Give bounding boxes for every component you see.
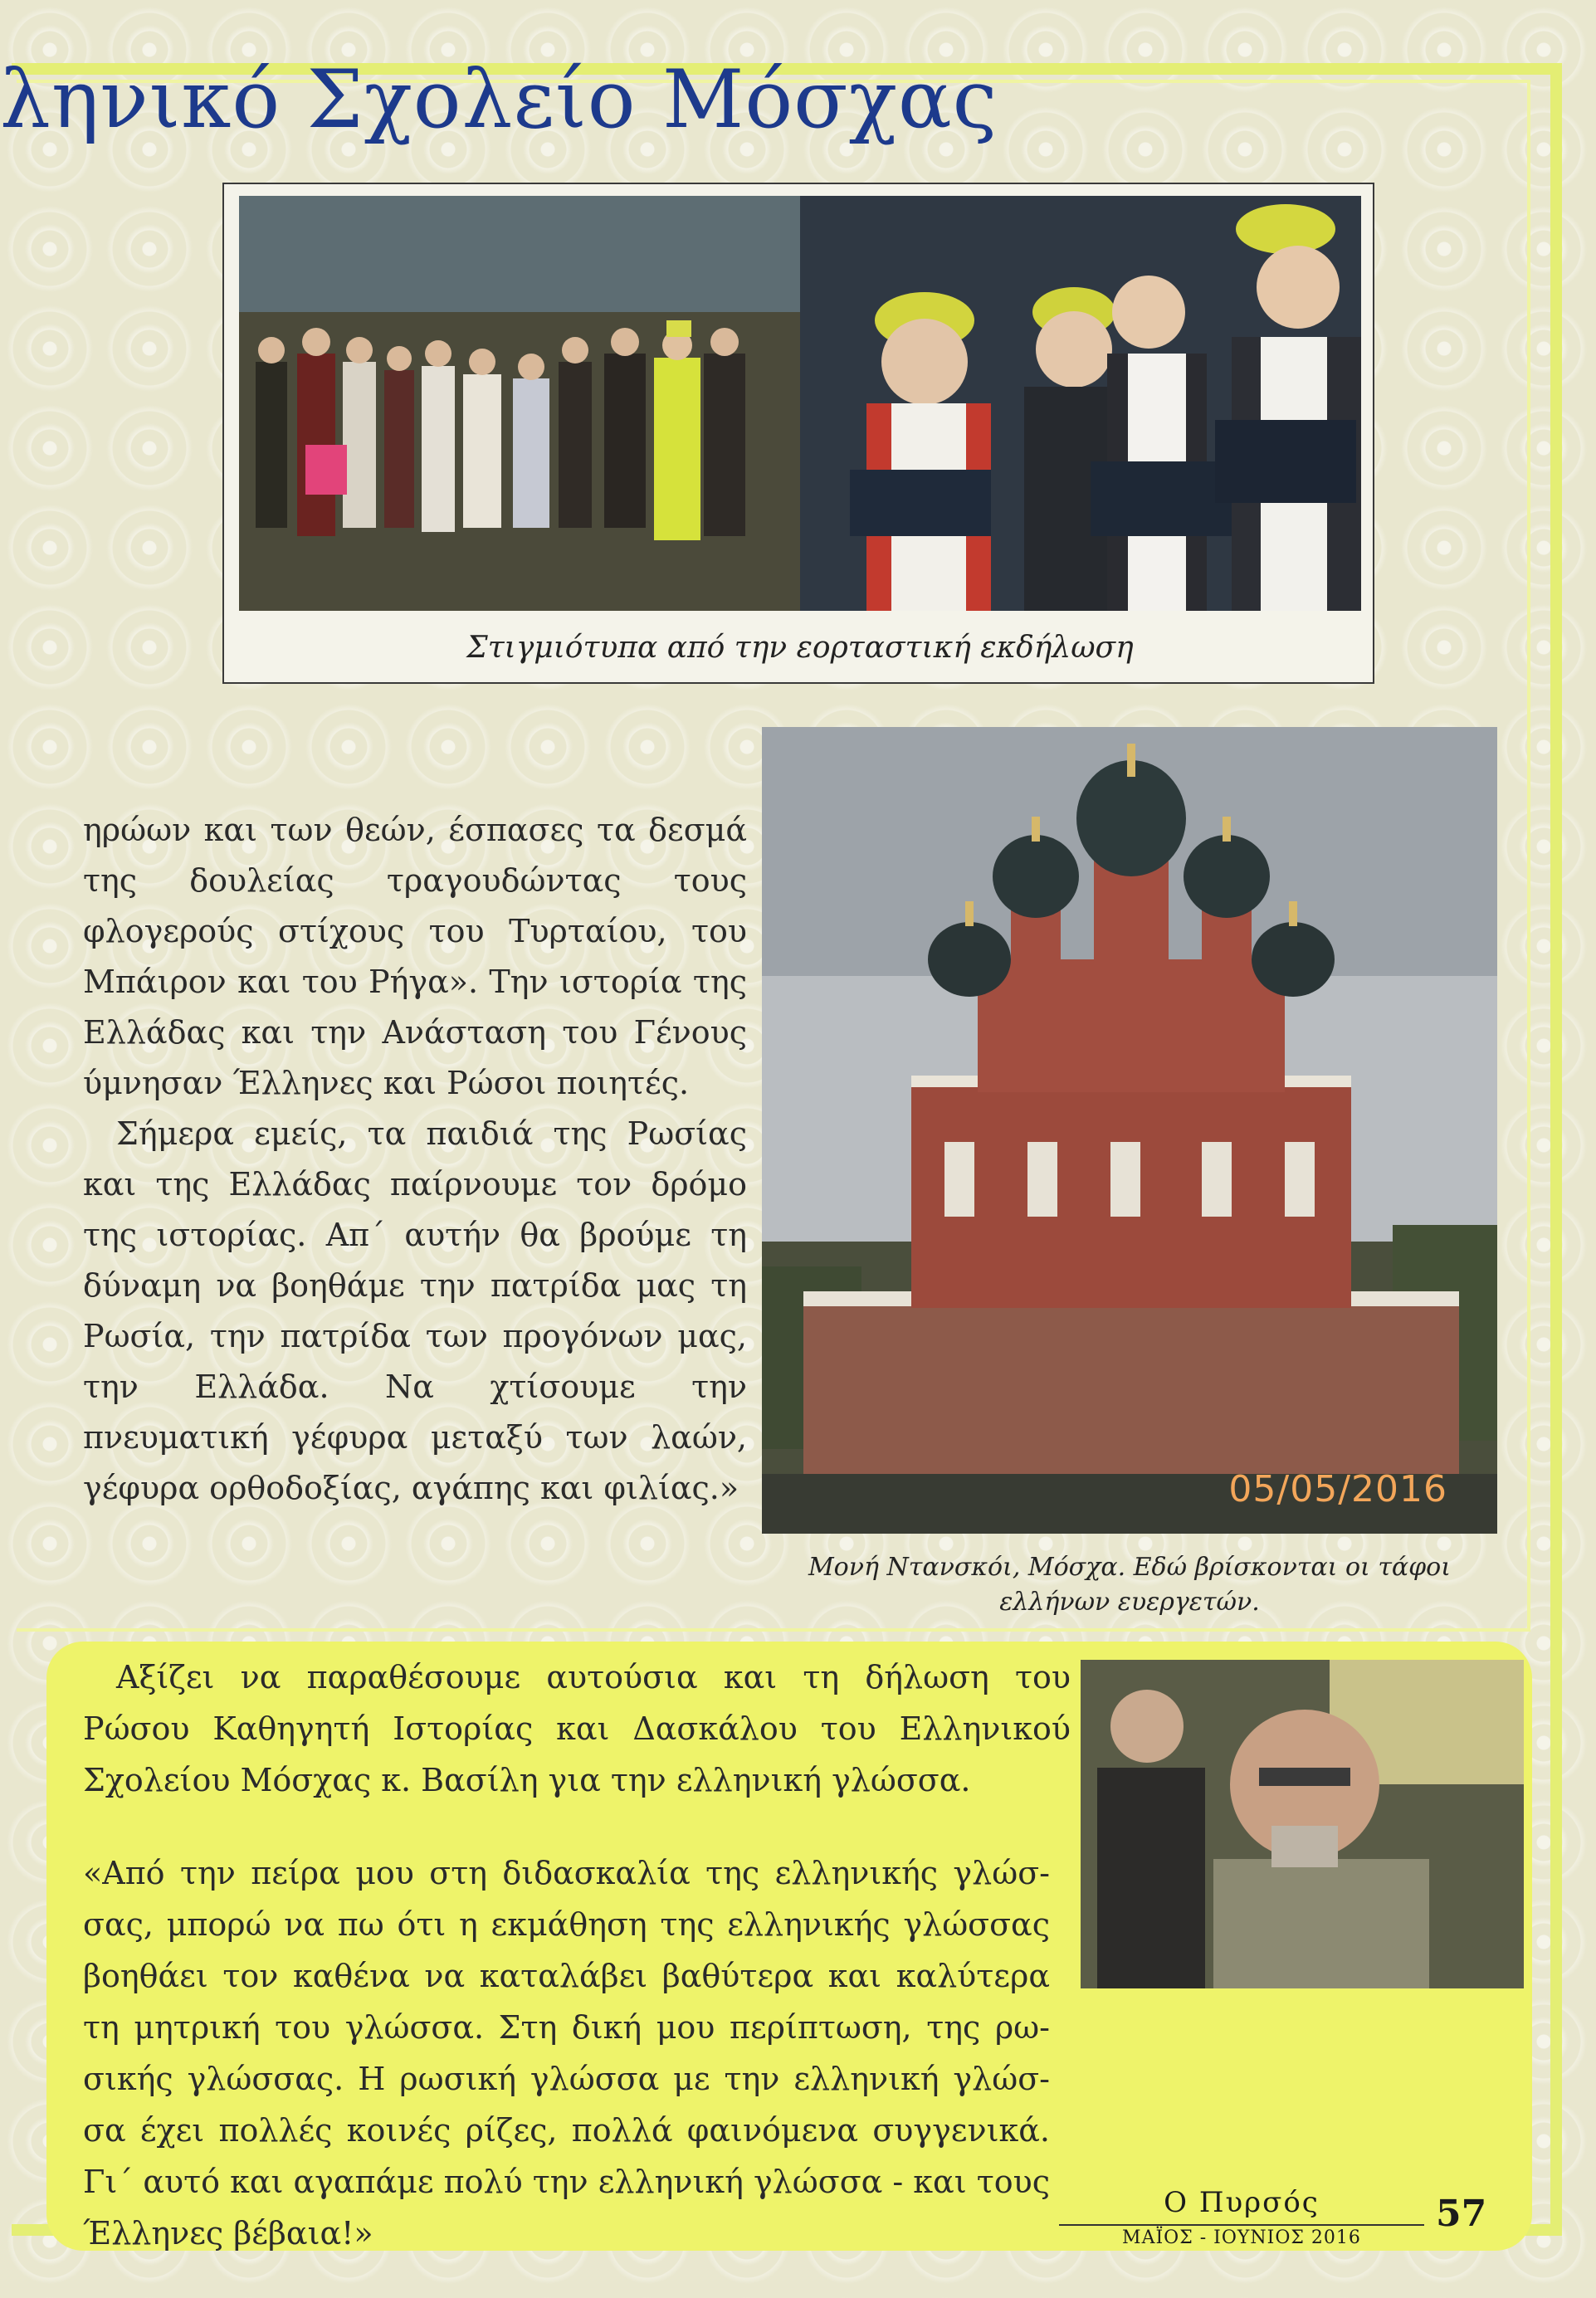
children-singing-image — [800, 196, 1361, 611]
page-number: 57 — [1436, 2193, 1487, 2235]
quote-line: τη μητρική του γλώσσα. Στη δική μου περίπτωση, της ρω- — [83, 2009, 1050, 2046]
quote-line: σας, μπορώ να πω ότι η εκμάθηση της ελληνικής γλώσσας — [83, 1906, 1050, 1943]
highlight-intro-text: Αξίζει να παραθέσουμε αυτούσια και τη δήλωση του Ρώσου Καθηγητή Ιστορίας και Δασκάλου του Ελληνικού Σχολείου Μόσχας κ. Βασίλη για την ελληνική γλώσσα. — [83, 1659, 1071, 1798]
quote-line: σικής γλώσσας. Η ρωσική γλώσσα με την ελληνική γλώσ- — [83, 2061, 1050, 2097]
quote-line: βοηθάει τον καθένα να καταλάβει βαθύτερα και καλύτερα — [83, 1958, 1050, 1994]
top-photos-caption: Στιγμιότυπα από την εορταστική εκδήλωση — [466, 631, 1134, 665]
footer-magazine-name: Ο Πυρσός — [1164, 2186, 1320, 2219]
quote-line: Έλληνες βέβαια!» — [83, 2215, 373, 2252]
donskoy-monastery-image — [762, 727, 1497, 1534]
church-photo — [762, 727, 1497, 1534]
church-photo-caption: Μονή Ντανσκόι, Μόσχα. Εδώ βρίσκονται οι τάφοι ελλήνων ευεργετών. — [808, 1553, 1452, 1617]
highlight-intro — [83, 1652, 1071, 1806]
choir-group-image — [239, 196, 800, 611]
photo-children-singing — [800, 196, 1361, 611]
photo-choir-group — [239, 196, 800, 611]
quote-line: «Από την πείρα μου στη διδασκαλία της ελληνικής γλώσ- — [83, 1855, 1050, 1891]
page-title: ληνικό Σχολείο Μόσχας — [0, 53, 998, 146]
article-paragraph-2: Σήμερα εμείς, τα παιδιά της Ρωσίας και της Ελλάδας παίρνουμε τον δρόμο της ιστορίας. Απ΄ αυτήν θα βρούμε τη δύναμη να βοηθάμε την πατρίδα μας τη Ρωσία, την πατρίδα των προγόνων μας, την Ελλάδα. Να χτίσουμε την πνευματική γέφυρα μεταξύ των λαών, γέφυρα ορθοδοξίας, αγάπης και φιλίας.» — [83, 1115, 747, 1506]
photo-date-stamp: 05/05/2016 — [1228, 1468, 1447, 1510]
quote-line: Γι΄ αυτό και αγαπάμε πολύ την ελληνική γλώσσα - και τους — [83, 2164, 1050, 2200]
article-paragraph-1: ηρώων και των θεών, έσπασες τα δεσμά της δουλείας τραγουδώντας τους φλογερούς στίχους του Τυρταίου, του Μπάιρον και του Ρήγα». Την ιστορία της Ελλάδας και την Ανάσταση του Γένους ύμνησαν Έλληνες και Ρώσοι ποιητές. — [83, 812, 747, 1101]
footer-divider — [1059, 2224, 1424, 2226]
quote-line: σα έχει πολλές κοινές ρίζες, πολλά φαινόμενα συγγενικά. — [83, 2112, 1050, 2149]
article-column — [83, 805, 747, 1514]
footer-issue-date: ΜΑΪΟΣ - ΙΟΥΝΙΟΣ 2016 — [1122, 2227, 1361, 2248]
top-photo-panel — [222, 183, 1374, 684]
